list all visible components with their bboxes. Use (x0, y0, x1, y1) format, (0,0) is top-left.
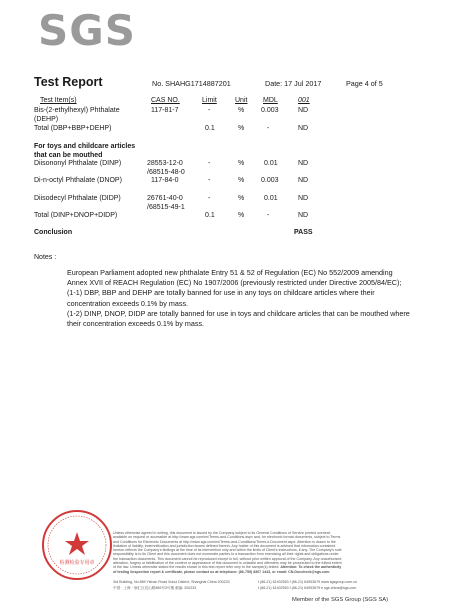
col-header-limit: Limit (202, 97, 217, 104)
table-row-unit: % (238, 212, 245, 219)
table-row-mdl: 0.01 (264, 160, 278, 167)
col-header-sample: 001 (298, 97, 310, 104)
terms-text: Unless otherwise agreed in writing, this document is issued by the Company subject to its General Conditions of Service printed overleaf, available on request or accessible at http://www.sgs.com/en/Terms-and-Conditions.aspx and, for electronic format documents, subject to Terms and Conditions for Electronic Documents at http://www.sgs.com/en/Terms-and-Conditions/Terms-e-Document.aspx. Attention is drawn to the limitation of liability, indemnification and jurisdiction issues defined therein. Any holder of this document is advised that information contained hereon reflects the Company's findings at the time of its intervention only and within the limits of Client's instructions, if any. The Company's sole responsibility is to its Client and this document does not exonerate parties to a transaction from exercising all their rights and obligations under the transaction documents. This document cannot be reproduced except in full, without prior written approval of the Company. Any unauthorized alteration, forgery or falsification of the content or appearance of this document is unlawful and offenders may be prosecuted to the fullest extent of the law. Unless otherwise stated the results shown in this test report refer only to the sample(s) tested. (113, 531, 342, 570)
attention-text: Attention: To check the authenticity of testing /inspection report & certificate, please contact us at telephone: (86-755) 8307 1443, or email: CN.Doccheck@sgs.com (113, 565, 342, 574)
report-number: No. SHAHG1714887201 (152, 79, 231, 88)
section-heading: For toys and childcare articles (34, 143, 136, 150)
table-row-result: ND (298, 107, 309, 114)
table-row-item: Di-n-octyl Phthalate (DNOP) (34, 177, 122, 184)
table-row-mdl: 0.003 (261, 107, 279, 114)
table-row-result: ND (298, 125, 309, 132)
table-row-cas: 28553-12-0 (147, 160, 183, 167)
table-row-item-cont: (DEHP) (34, 116, 59, 123)
table-row-item: Diisodecyl Phthalate (DIDP) (34, 195, 121, 202)
table-row-cas-cont: /68515-49-1 (147, 204, 185, 211)
sgs-logo: SGS (38, 6, 136, 55)
table-row-limit: 0.1 (205, 125, 215, 132)
table-row-result: ND (298, 160, 309, 167)
table-row-mdl: 0.01 (264, 195, 278, 202)
col-header-mdl: MDL (263, 97, 278, 104)
table-row-item: Bis-(2-ethylhexyl) Phthalate (34, 107, 120, 114)
table-row-limit: - (208, 195, 211, 202)
table-row-item: Diisononyl Phthalate (DINP) (34, 160, 122, 167)
notes-paragraph: (1-2) DINP, DNOP, DIDP are totally banned for use in toys and childcare articles that can be mouthed where their concentration exceeds 0.1% by mass. (67, 308, 410, 329)
table-row-unit: % (238, 125, 245, 132)
table-row-mdl: 0.003 (261, 177, 279, 184)
section-heading-cont: that can be mouthed (34, 152, 103, 159)
notes-label: Notes : (34, 254, 57, 261)
table-row-cas: 117-84-0 (151, 177, 179, 184)
page-number: Page 4 of 5 (346, 79, 383, 88)
report-date: Date: 17 Jul 2017 (265, 79, 322, 88)
table-row-limit: - (208, 177, 211, 184)
table-row-result: ND (298, 177, 309, 184)
col-header-cas: CAS NO. (151, 97, 180, 104)
table-row-result: ND (298, 195, 309, 202)
address-en: 3rd Building, No.889 Yishan Road Xuhui District, Shanghai China 200233 (113, 580, 230, 584)
table-row-cas-cont: /68515-48-0 (147, 169, 185, 176)
address-cn: 中国 · 上海 · 徐汇区宜山路889号3号楼 邮编: 200233 (113, 586, 197, 590)
table-row-unit: % (238, 195, 245, 202)
member-statement: Member of the SGS Group (SGS SA) (292, 597, 389, 603)
notes-body (67, 268, 412, 329)
table-row-item: Total (DBP+BBP+DEHP) (34, 125, 112, 132)
table-row-result: ND (298, 212, 309, 219)
contact-en: t (86-21) 61402553 f (86-21) 64953679 www.sgsgroup.com.cn (258, 580, 358, 584)
contact-cn: t (86-21) 61402553 f (86-21) 64953679 e sgs.china@sgs.com (258, 586, 357, 590)
notes-paragraph: (1-1) DBP, BBP and DEHP are totally banned for use in any toys on childcare articles where their concentration exceeds 0.1% by mass. (67, 288, 375, 308)
table-row-cas: 26761-40-0 (147, 195, 183, 202)
notes-paragraph: European Parliament adopted new phthalate Entry 51 & 52 of Regulation (EC) No 552/2009 amending Annex XVII of REACH Regulation (EC) No 1907/2006 (previously restricted under Directive 2005/84/EC); (67, 268, 402, 288)
col-header-unit: Unit (235, 97, 248, 104)
fine-print (113, 531, 343, 579)
table-row-limit: - (208, 107, 211, 114)
report-title: Test Report (34, 75, 103, 89)
table-row-unit: % (238, 177, 245, 184)
conclusion-label: Conclusion (34, 229, 73, 236)
table-row-mdl: - (267, 125, 270, 132)
table-row-limit: 0.1 (205, 212, 215, 219)
col-header-test-item: Test Item(s) (40, 97, 77, 104)
table-row-mdl: - (267, 212, 270, 219)
conclusion-value: PASS (294, 229, 313, 236)
table-row-cas: 117-81-7 (151, 107, 179, 114)
table-row-item: Total (DINP+DNOP+DIDP) (34, 212, 118, 219)
table-row-unit: % (238, 107, 245, 114)
seal-stamp (40, 508, 114, 582)
svg-text:检测检验专用章: 检测检验专用章 (59, 560, 95, 566)
table-row-unit: % (238, 160, 245, 167)
table-row-limit: - (208, 160, 211, 167)
